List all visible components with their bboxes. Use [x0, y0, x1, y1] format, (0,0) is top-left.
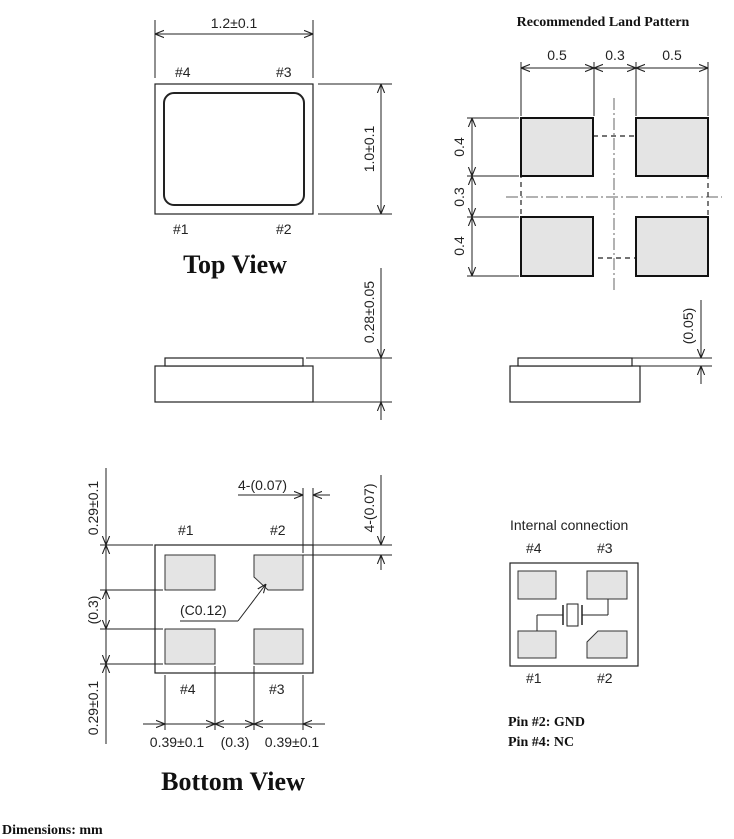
land-dim-left-1: 0.4 — [451, 137, 467, 157]
land-pad-bottom-left — [521, 217, 593, 276]
side-view-land — [510, 300, 712, 402]
note-dimensions: Dimensions: mm — [2, 823, 103, 838]
ic-pad-1 — [518, 631, 556, 658]
bottom-dim-1: 0.39±0.1 — [149, 734, 205, 750]
land-pad-bottom-right — [636, 217, 708, 276]
top-view — [155, 15, 392, 279]
bottom-pin-2: #2 — [270, 522, 286, 538]
land-dim-left-3: 0.4 — [451, 236, 467, 256]
bottom-view-title: Bottom View — [161, 767, 305, 796]
top-view-package — [155, 84, 313, 214]
top-view-title: Top View — [183, 250, 287, 279]
corner-h-dim: 4-(0.07) — [238, 477, 288, 493]
bottom-pad-1 — [165, 555, 215, 590]
top-width-dim: 1.2±0.1 — [210, 15, 258, 31]
bottom-view — [85, 468, 392, 796]
ic-pad-4 — [518, 571, 556, 599]
top-pin-4: #4 — [175, 64, 191, 80]
top-pin-1: #1 — [173, 221, 189, 237]
land-pad-top-right — [636, 118, 708, 176]
top-pin-3: #3 — [276, 64, 292, 80]
ic-pin-1: #1 — [526, 670, 542, 686]
ic-pin-2: #2 — [597, 670, 613, 686]
ic-pad-3 — [587, 571, 627, 599]
bottom-dim-3: 0.39±0.1 — [264, 734, 320, 750]
internal-connection-title: Internal connection — [510, 517, 629, 533]
side-land-dim: (0.05) — [680, 307, 696, 345]
land-dim-top-3: 0.5 — [662, 47, 682, 63]
land-dim-left-2: 0.3 — [451, 187, 467, 207]
top-height-dim: 1.0±0.1 — [361, 125, 377, 173]
bottom-left-dim-3: 0.29±0.1 — [85, 680, 101, 736]
bottom-pin-4: #4 — [180, 681, 196, 697]
bottom-pad-4 — [165, 629, 215, 664]
bottom-left-dim-2: (0.3) — [85, 595, 101, 625]
land-pattern — [451, 15, 722, 290]
land-dim-top-2: 0.3 — [605, 47, 625, 63]
corner-v-dim: 4-(0.07) — [361, 483, 377, 533]
internal-connection — [510, 517, 638, 686]
chamfer-dim: (C0.12) — [180, 602, 227, 618]
side-height-dim: 0.28±0.05 — [361, 280, 377, 344]
note-pin2: Pin #2: GND — [508, 715, 585, 730]
ic-pin-4: #4 — [526, 540, 542, 556]
top-pin-2: #2 — [276, 221, 292, 237]
bottom-pin-3: #3 — [269, 681, 285, 697]
bottom-left-dim-1: 0.29±0.1 — [85, 480, 101, 536]
side-view-base — [155, 366, 313, 402]
note-pin4: Pin #4: NC — [508, 735, 575, 750]
bottom-pad-3 — [254, 629, 303, 664]
bottom-pin-1: #1 — [178, 522, 194, 538]
side-land-lid — [518, 358, 632, 366]
land-dim-top-1: 0.5 — [547, 47, 567, 63]
land-pad-top-left — [521, 118, 593, 176]
ic-pin-3: #3 — [597, 540, 613, 556]
side-view-lid — [165, 358, 303, 366]
bottom-dim-2: (0.3) — [220, 734, 250, 750]
side-land-base — [510, 366, 640, 402]
land-pattern-title: Recommended Land Pattern — [516, 15, 690, 30]
side-view — [155, 268, 392, 420]
